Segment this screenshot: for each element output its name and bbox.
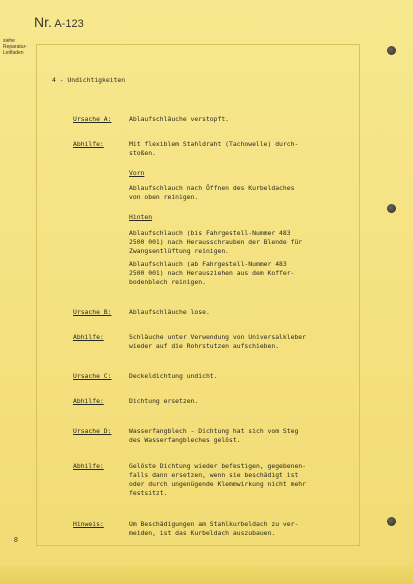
- fix-a-line: stoßen.: [129, 149, 156, 157]
- document-number-value: A-123: [54, 18, 84, 30]
- fix-c-label: Abhilfe:: [73, 397, 104, 405]
- rear-line: Zwangsentlüftung reinigen.: [129, 247, 230, 255]
- rear-line: bodenblech reinigen.: [129, 278, 206, 286]
- fix-d-line: oder durch ungenügende Klemmwirkung nicht mehr: [129, 480, 306, 488]
- rear-line: Ablaufschlauch (ab Fahrgestell-Nummer 483: [129, 260, 287, 268]
- page-number: 8: [14, 537, 18, 544]
- note-label: Hinweis:: [73, 520, 104, 528]
- cause-d-label: Ursache D:: [73, 427, 112, 435]
- fix-b-label: Abhilfe:: [73, 333, 104, 341]
- side-note-line: siehe: [3, 38, 15, 44]
- cause-d-line: des Wasserfangbleches gelöst.: [129, 436, 241, 444]
- front-line: Ablaufschlauch nach Öffnen des Kurbeldaches: [129, 184, 295, 192]
- rear-label: Hinten: [129, 213, 153, 221]
- cause-b-label: Ursache B:: [73, 308, 112, 316]
- fix-d-line: falls dann ersetzen, wenn sie beschädigt ist: [129, 471, 299, 479]
- document-number-prefix: Nr.: [34, 14, 52, 30]
- fix-d-label: Abhilfe:: [73, 462, 104, 470]
- cause-d-line: Wasserfangblech - Dichtung hat sich vom Steg: [129, 427, 299, 435]
- cause-c-text: Deckeldichtung undicht.: [129, 372, 218, 380]
- note-line: meiden, ist das Kurbeldach auszubauen.: [129, 529, 276, 537]
- cause-c-label: Ursache C:: [73, 372, 112, 380]
- front-line: von oben reinigen.: [129, 193, 199, 201]
- rear-line: 2500 001) nach Herausziehen aus dem Koffer-: [129, 269, 295, 277]
- punch-hole: [387, 204, 396, 213]
- rear-line: Ablaufschlauch (bis Fahrgestell-Nummer 483: [129, 229, 291, 237]
- fix-b-line: wieder auf die Rohrstutzen aufschieben.: [129, 342, 280, 350]
- section-heading: 4 - Undichtigkeiten: [52, 76, 126, 84]
- cause-b-text: Ablaufschläuche lose.: [129, 308, 210, 316]
- front-label: Vorn: [129, 169, 145, 177]
- fix-d-line: Gelöste Dichtung wieder befestigen, gegebenen-: [129, 462, 306, 470]
- document-number: [34, 14, 84, 30]
- side-note-line: Reparatur-: [3, 44, 27, 50]
- scan-bottom-edge: [0, 566, 413, 584]
- cause-a-label: Ursache A:: [73, 115, 112, 123]
- fix-d-line: festsitzt.: [129, 489, 168, 497]
- punch-hole: [387, 46, 396, 55]
- fix-b-line: Schläuche unter Verwendung von Universalkleber: [129, 333, 306, 341]
- punch-hole: [387, 517, 396, 526]
- side-note-line: Leitfaden: [3, 50, 24, 56]
- rear-line: 2500 001) nach Herausschrauben der Blende für: [129, 238, 303, 246]
- fix-c-text: Dichtung ersetzen.: [129, 397, 199, 405]
- cause-a-text: Ablaufschläuche verstopft.: [129, 115, 230, 123]
- fix-a-label: Abhilfe:: [73, 140, 104, 148]
- fix-a-line: Mit flexiblem Stahldraht (Tachowelle) durch-: [129, 140, 299, 148]
- note-line: Um Beschädigungen am Stahlkurbeldach zu ver-: [129, 520, 299, 528]
